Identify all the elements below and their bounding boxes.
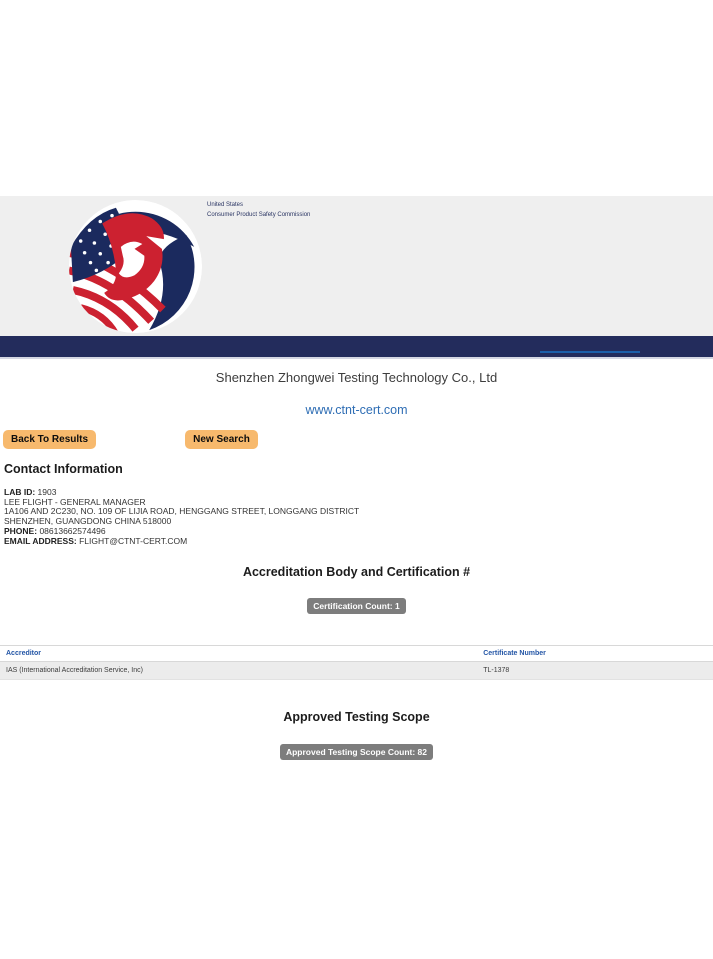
agency-country: United States [207, 202, 244, 208]
accreditation-heading: Accreditation Body and Certification # [242, 565, 471, 579]
phone-value: 08613662574496 [39, 525, 106, 536]
cpsc-eagle-logo-icon [67, 198, 204, 335]
accreditation-table-header-row [0, 646, 713, 662]
lab-website-link[interactable]: www.ctnt-cert.com [305, 403, 408, 417]
agency-title [207, 201, 310, 220]
accreditor-cell: IAS (International Accreditation Service, Inc) [0, 662, 477, 680]
address-line-1: 1A106 AND 2C230, NO. 109 OF LIJIA ROAD, HENGGANG STREET, LONGGANG DISTRICT [4, 506, 360, 517]
lab-id-label: LAB ID: [4, 487, 36, 497]
contact-information-heading: Contact Information [4, 462, 123, 476]
table-row [0, 662, 713, 680]
address-line-2: SHENZHEN, GUANGDONG CHINA 518000 [4, 516, 172, 527]
email-line [4, 537, 359, 547]
email-value: FLIGHT@CTNT-CERT.COM [79, 535, 188, 546]
certification-count-row [0, 596, 713, 614]
certification-count-badge: Certification Count: 1 [307, 598, 405, 614]
certificate-number-cell: TL-1378 [477, 662, 713, 680]
lab-website-row [0, 401, 713, 419]
new-search-button[interactable]: New Search [185, 430, 258, 449]
site-header [0, 196, 713, 336]
back-to-results-button[interactable]: Back To Results [3, 430, 96, 449]
approved-scope-count-row [0, 742, 713, 760]
accreditor-column-header: Accreditor [0, 646, 477, 662]
nav-bar [0, 336, 713, 359]
contact-details [4, 488, 359, 546]
email-label: EMAIL ADDRESS: [4, 535, 77, 546]
accreditation-table [0, 645, 713, 680]
phone-label: PHONE: [4, 525, 38, 536]
agency-name: Consumer Product Safety Commission [207, 211, 311, 218]
certificate-number-column-header: Certificate Number [477, 646, 713, 662]
lab-id-value: 1903 [37, 487, 57, 497]
lab-name-title: Shenzhen Zhongwei Testing Technology Co., Ltd [215, 370, 498, 385]
approved-scope-count-badge: Approved Testing Scope Count: 82 [280, 744, 433, 760]
approved-testing-scope-heading: Approved Testing Scope [283, 710, 430, 724]
contact-name-line: LEE FLIGHT - GENERAL MANAGER [4, 496, 146, 507]
nav-active-link-underline[interactable] [540, 351, 640, 353]
